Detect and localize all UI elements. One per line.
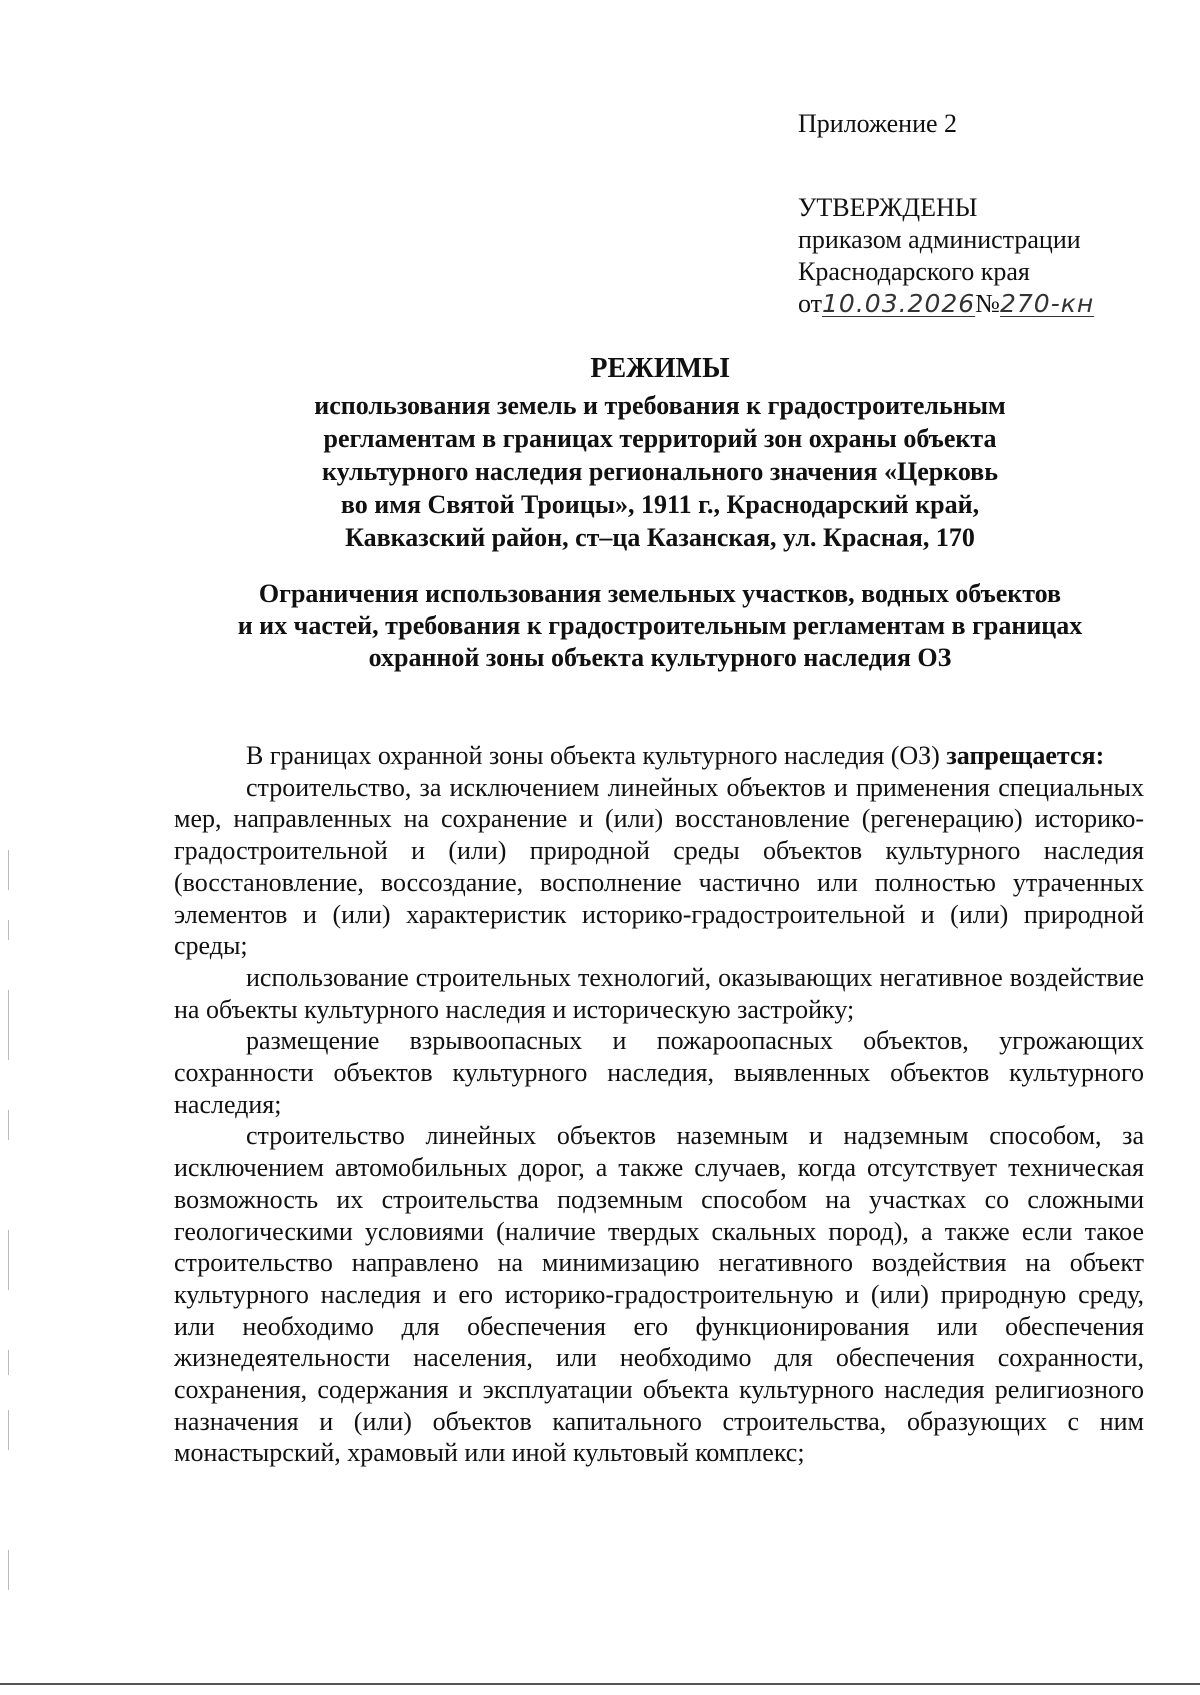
intro-paragraph [174,740,1144,772]
body-text [174,740,1144,1469]
document-title [170,352,1150,554]
intro-bold: запрещается: [946,741,1105,770]
order-line-1: приказом администрации [798,225,1081,254]
title-line: культурного наследия регионального значения «Церковь [322,457,998,486]
order-date-number [798,288,1094,320]
body-paragraph: строительство линейных объектов наземным и надземным способом, за исключением автомобильных дорог, а также случаев, когда отсутствует техническая возможность их строительства подземным способом на участках со сложными геологическими условиями (наличие твердых скальных пород), а также если такое строительство направлено на минимизацию негативного воздействия на объект культурного наследия и его историко-градостроительную и (или) природную среду, или необходимо для обеспечения его функционирования или обеспечения жизнедеятельности населения, или необходимо для обеспечения сохранности, сохранения, содержания и эксплуатации объекта культурного наследия религиозного назначения и (или) объектов капитального строительства, образующих с ним монастырский, храмовый или иной культовый комплекс; [174,1121,1144,1468]
title-main: РЕЖИМЫ [590,353,730,384]
approved-label: УТВЕРЖДЕНЫ [798,193,978,222]
title-line: Кавказский район, ст–ца Казанская, ул. Красная, 170 [345,523,975,552]
body-paragraph: размещение взрывоопасных и пожароопасных объектов, угрожающих сохранности объектов культурного наследия, выявленных объектов культурного наследия; [174,1026,1144,1119]
appendix-label: Приложение 2 [798,109,958,138]
handwritten-number: 270-кн [999,289,1095,318]
section-line: и их частей, требования к градостроительным регламентам в границах [237,611,1083,640]
handwritten-date: 10.03.2026 [822,289,976,318]
title-line: во имя Святой Троицы», 1911 г., Краснодарский край, [340,490,980,519]
section-heading [170,578,1150,674]
approval-header [798,108,1094,320]
date-prefix: от [798,289,823,318]
section-line: охранной зоны объекта культурного наследия ОЗ [368,643,952,672]
scan-margin-marks [8,850,10,1610]
page-bottom-rule [0,1683,1200,1685]
section-line: Ограничения использования земельных участков, водных объектов [258,579,1062,608]
body-paragraph: использование строительных технологий, оказывающих негативное воздействие на объекты культурного наследия и историческую застройку; [174,962,1144,1024]
number-prefix: № [975,289,1000,318]
order-line-2: Краснодарского края [798,257,1030,286]
body-paragraph: строительство, за исключением линейных объектов и применения специальных мер, направленных на сохранение и (или) восстановление (регенерацию) историко-градостроительной и (или) природной среды объектов культурного наследия (восстановление, воссоздание, восполнение частично или полностью утраченных элементов и (или) характеристик историко-градостроительной и (или) природной среды; [174,772,1144,961]
title-line: использования земель и требования к градостроительным [314,391,1006,420]
intro-text: В границах охранной зоны объекта культурного наследия (ОЗ) [246,741,947,770]
title-line: регламентам в границах территорий зон охраны объекта [323,424,997,453]
